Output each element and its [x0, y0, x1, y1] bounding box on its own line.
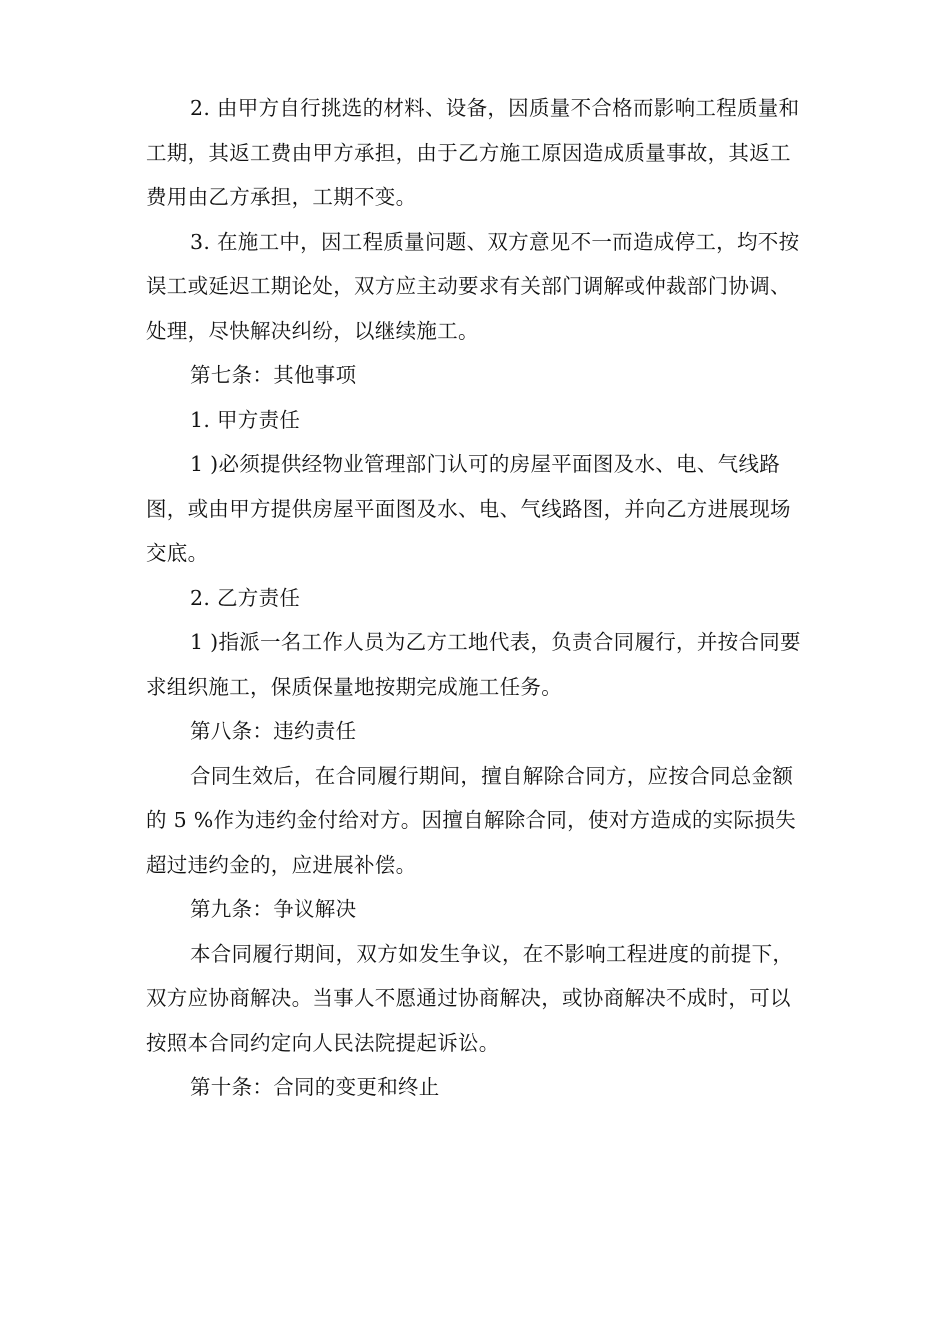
paragraph-dispute-resolution: 本合同履行期间，双方如发生争议，在不影响工程进度的前提下，双方应协商解决。当事人不愿通过协商解决，或协商解决不成时，可以按照本合同约定向人民法院提起诉讼。: [146, 941, 794, 1055]
paragraph-party-b-item-1: 1 )指派一名工作人员为乙方工地代表，负责合同履行，并按合同要求组织施工，保质保量地按期完成施工任务。: [146, 630, 801, 699]
paragraph-breach-liability: 合同生效后，在合同履行期间，擅自解除合同方，应按合同总金额的 5 %作为违约金付给对方。因擅自解除合同，使对方造成的实际损失超过违约金的，应进展补偿。: [146, 763, 796, 877]
paragraph-party-a-item-1: 1 )必须提供经物业管理部门认可的房屋平面图及水、电、气线路图，或由甲方提供房屋平面图及水、电、气线路图，并向乙方进展现场交底。: [146, 452, 791, 565]
paragraph-rework-materials: 2. 由甲方自行挑选的材料、设备，因质量不合格而影响工程质量和工期，其返工费由甲方承担，由于乙方施工原因造成质量事故，其返工费用由乙方承担，工期不变。: [146, 96, 800, 209]
heading-article-8: 第八条：违约责任: [190, 719, 357, 743]
heading-party-b-responsibility: 2. 乙方责任: [190, 585, 301, 610]
paragraph-work-stoppage: 3. 在施工中，因工程质量问题、双方意见不一而造成停工，均不按误工或延迟工期论处，双方应主动要求有关部门调解或仲裁部门协调、处理，尽快解决纠纷，以继续施工。: [146, 229, 800, 343]
document-body: [146, 86, 808, 1110]
heading-article-10: 第十条：合同的变更和终止: [190, 1075, 440, 1099]
heading-party-a-responsibility: 1. 甲方责任: [190, 407, 301, 432]
heading-article-7: 第七条：其他事项: [190, 363, 357, 387]
heading-article-9: 第九条：争议解决: [190, 897, 357, 921]
